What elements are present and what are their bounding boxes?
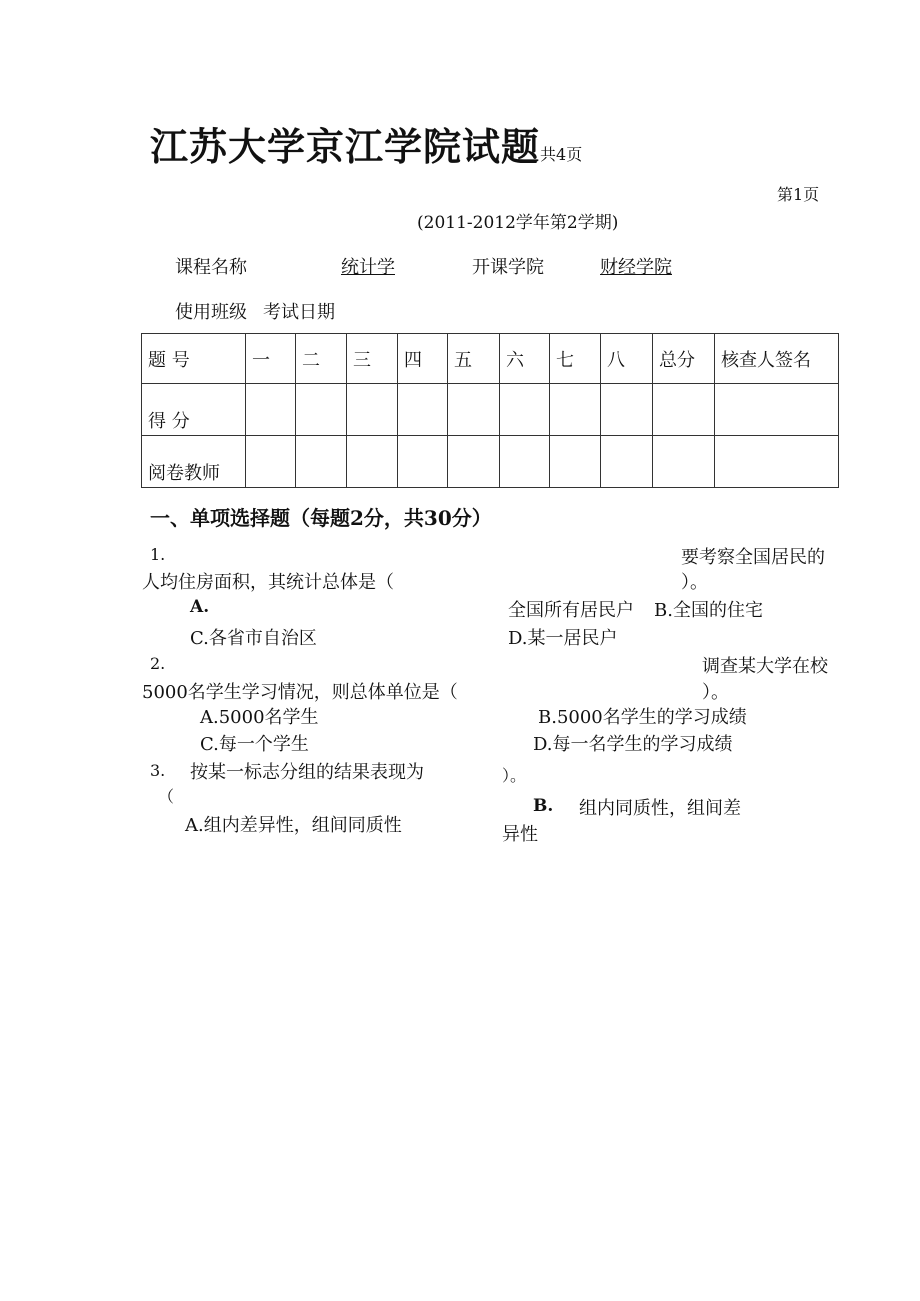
q2-stem-left: 5000名学生学习情况，则总体单位是（ xyxy=(142,682,458,703)
header-cell: 七 xyxy=(550,334,601,384)
q3-number: 3. xyxy=(150,761,166,780)
term: (2011-2012学年第2学期) xyxy=(417,213,619,233)
header-cell: 六 xyxy=(500,334,550,384)
q2-number: 2. xyxy=(150,654,166,673)
grader-cell xyxy=(347,436,398,488)
header-cell: 一 xyxy=(246,334,296,384)
q1-option-b: B.全国的住宅 xyxy=(654,600,763,621)
grader-row-label: 阅卷教师 xyxy=(142,436,246,488)
q1-option-a-text: 全国所有居民户 xyxy=(508,600,634,621)
q3-option-b-letter: B. xyxy=(533,796,554,816)
course-name-label: 课程名称 xyxy=(175,257,247,278)
section-heading: 一、单项选择题（每题2分，共30分） xyxy=(150,506,492,530)
header-cell: 核查人签名 xyxy=(715,334,839,384)
header-cell: 八 xyxy=(601,334,653,384)
grader-cell xyxy=(246,436,296,488)
q1-stem-close: ）。 xyxy=(681,572,708,593)
q2-option-c: C.每一个学生 xyxy=(200,734,309,755)
exam-title xyxy=(150,116,582,171)
score-cell xyxy=(715,384,839,436)
score-cell xyxy=(550,384,601,436)
q2-option-d: D.每一名学生的学习成绩 xyxy=(533,734,733,755)
header-cell: 题 号 xyxy=(142,334,246,384)
grader-row xyxy=(142,436,839,488)
score-cell xyxy=(347,384,398,436)
grader-cell xyxy=(296,436,347,488)
q1-option-d: D.某一居民户 xyxy=(508,628,618,649)
grader-cell xyxy=(550,436,601,488)
q3-stem: 按某一标志分组的结果表现为 xyxy=(190,762,424,783)
college-value: 财经学院 xyxy=(600,257,672,278)
header-cell: 五 xyxy=(448,334,500,384)
score-cell xyxy=(448,384,500,436)
exam-title-text: 江苏大学京江学院试题 xyxy=(150,124,541,169)
header-cell: 三 xyxy=(347,334,398,384)
score-cell xyxy=(296,384,347,436)
q3-option-a: A.组内差异性，组间同质性 xyxy=(185,815,402,836)
header-cell: 总分 xyxy=(653,334,715,384)
grader-cell xyxy=(715,436,839,488)
q1-option-a-letter: A. xyxy=(190,597,210,617)
score-cell xyxy=(601,384,653,436)
score-table xyxy=(141,333,839,488)
class-label: 使用班级 xyxy=(175,302,247,323)
score-cell xyxy=(246,384,296,436)
q3-paren-open: （ xyxy=(158,787,175,806)
exam-date-label: 考试日期 xyxy=(263,302,335,323)
total-pages: 共4页 xyxy=(540,145,583,164)
grader-cell xyxy=(448,436,500,488)
grader-cell xyxy=(500,436,550,488)
course-name-value: 统计学 xyxy=(341,257,395,278)
score-cell xyxy=(398,384,448,436)
q3-stem-close: ）。 xyxy=(502,766,527,785)
score-row-label: 得 分 xyxy=(142,384,246,436)
score-cell xyxy=(500,384,550,436)
q1-option-c: C.各省市自治区 xyxy=(190,628,317,649)
score-table-header-row xyxy=(142,334,839,384)
page-number: 第1页 xyxy=(777,185,820,204)
header-cell: 二 xyxy=(296,334,347,384)
score-row xyxy=(142,384,839,436)
grader-cell xyxy=(398,436,448,488)
q2-stem-close: ）。 xyxy=(702,682,729,703)
q2-stem-right: 调查某大学在校 xyxy=(702,656,828,677)
q1-stem-right: 要考察全国居民的 xyxy=(681,547,825,568)
q3-option-b-text: 组内同质性，组间差 xyxy=(579,798,741,819)
q1-number: 1. xyxy=(150,545,166,564)
grader-cell xyxy=(653,436,715,488)
header-cell: 四 xyxy=(398,334,448,384)
q2-option-a: A.5000名学生 xyxy=(200,707,319,728)
score-cell xyxy=(653,384,715,436)
q1-stem-left: 人均住房面积，其统计总体是（ xyxy=(142,572,394,593)
q2-option-b: B.5000名学生的学习成绩 xyxy=(538,707,747,728)
college-label: 开课学院 xyxy=(472,257,544,278)
q3-option-b-continued: 异性 xyxy=(502,824,538,845)
grader-cell xyxy=(601,436,653,488)
